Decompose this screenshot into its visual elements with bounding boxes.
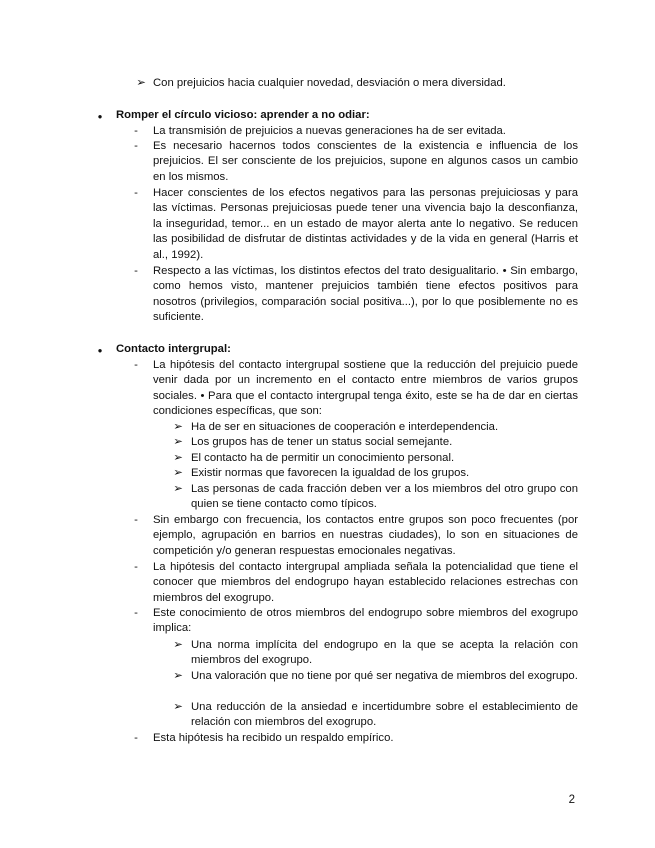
dash-bullet-icon: - — [134, 359, 138, 371]
sub-list-item: El contacto ha de permitir un conocimiento personal. — [191, 452, 455, 464]
dash-bullet-icon: - — [134, 187, 138, 199]
list-item: Sin embargo con frecuencia, los contactos entre grupos son poco frecuentes (por ejemplo, agrupación en barrios en nuestras ciudades), lo son en situaciones de competición y/o generan respuestas emocionales negativas. — [153, 514, 578, 557]
page-number: 2 — [568, 794, 575, 806]
section-title: Contacto intergrupal: — [116, 343, 231, 355]
dash-bullet-icon: - — [134, 732, 138, 744]
list-item: Respecto a las víctimas, los distintos efectos del trato desigualitario. • Sin embargo, como hemos visto, mantener prejuicios también tiene efectos positivos para nosotros (privilegios, comparación social positiva...), por lo que posiblemente no es suficiente. — [153, 265, 578, 324]
arrow-bullet-icon: ➢ — [173, 483, 183, 495]
sub-list-item: Las personas de cada fracción deben ver a los miembros del otro grupo con quien se tiene contacto como típicos. — [191, 483, 578, 511]
dash-bullet-icon: - — [134, 265, 138, 277]
sub-list-item: Una norma implícita del endogrupo en la que se acepta la relación con miembros del exogrupo. — [191, 639, 578, 667]
dash-bullet-icon: - — [134, 561, 138, 573]
arrow-item: Con prejuicios hacia cualquier novedad, desviación o mera diversidad. — [153, 77, 506, 89]
arrow-bullet-icon: ➢ — [173, 421, 183, 433]
sub-list-item: Existir normas que favorecen la igualdad de los grupos. — [191, 467, 470, 479]
list-item: Este conocimiento de otros miembros del endogrupo sobre miembros del exogrupo implica: — [153, 607, 578, 635]
sub-list-item: Una valoración que no tiene por qué ser negativa de miembros del exogrupo. — [191, 670, 578, 682]
list-item: La hipótesis del contacto intergrupal sostiene que la reducción del prejuicio puede venir dada por un incremento en el contacto entre miembros de varios grupos sociales. • Para que el contacto intergrupal tenga éxito, este se ha de dar en ciertas condiciones específicas, que son: — [153, 359, 578, 418]
list-item: La hipótesis del contacto intergrupal ampliada señala la potencialidad que tiene el conocer que miembros del endogrupo hayan establecido relaciones estrechas con miembros del exogrupo. — [153, 561, 578, 604]
arrow-bullet-icon: ➢ — [173, 639, 183, 651]
section-bullet-icon: ● — [97, 112, 103, 121]
arrow-bullet-icon: ➢ — [173, 452, 183, 464]
arrow-bullet-icon: ➢ — [173, 436, 183, 448]
sub-list-item: Ha de ser en situaciones de cooperación e interdependencia. — [191, 421, 499, 433]
sub-list-item: Una reducción de la ansiedad e incertidumbre sobre el establecimiento de relación con miembros del exogrupo. — [191, 701, 578, 729]
list-item: Esta hipótesis ha recibido un respaldo empírico. — [153, 732, 394, 744]
list-item: Hacer conscientes de los efectos negativos para las personas prejuiciosas y para las víctimas. Personas prejuiciosas puede tener una vivencia bajo la desconfianza, la inseguridad, temor... en un estado de mayor alerta ante lo negativo. Se reducen las posibilidad de disfrutar de distintas actividades y de la vida en general (Harris et al., 1992). — [153, 187, 578, 261]
dash-bullet-icon: - — [134, 607, 138, 619]
arrow-bullet-icon: ➢ — [136, 77, 146, 89]
dash-bullet-icon: - — [134, 125, 138, 137]
sub-list-item: Los grupos has de tener un status social semejante. — [191, 436, 453, 448]
section-title: Romper el círculo vicioso: aprender a no odiar: — [116, 109, 370, 121]
arrow-bullet-icon: ➢ — [173, 701, 183, 713]
dash-bullet-icon: - — [134, 514, 138, 526]
list-item: Es necesario hacernos todos conscientes de la existencia e influencia de los prejuicios. El ser consciente de los prejuicios, supone en algunos casos un cambio en los mismos. — [153, 140, 578, 183]
list-item: La transmisión de prejuicios a nuevas generaciones ha de ser evitada. — [153, 125, 506, 137]
dash-bullet-icon: - — [134, 140, 138, 152]
arrow-bullet-icon: ➢ — [173, 670, 183, 682]
arrow-bullet-icon: ➢ — [173, 467, 183, 479]
section-bullet-icon: ● — [97, 346, 103, 355]
